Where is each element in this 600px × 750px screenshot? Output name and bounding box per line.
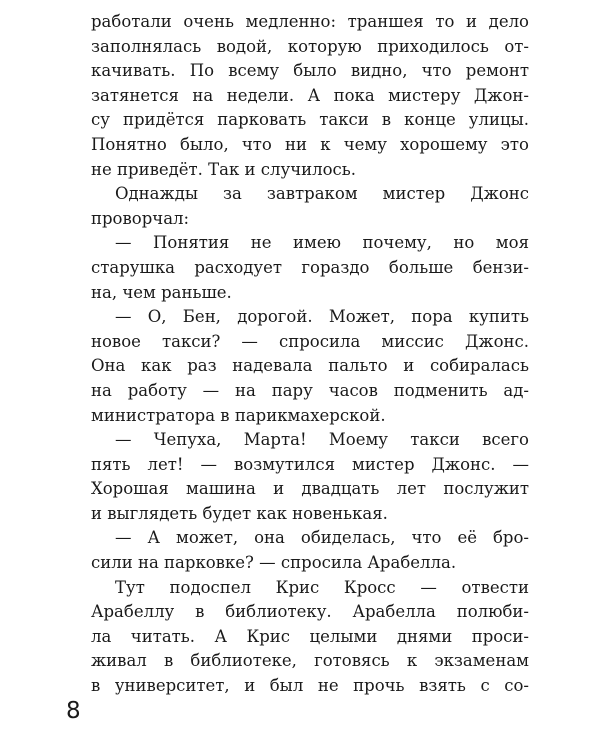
text-line: заполнялась водой, которую приходилось от- [91, 36, 529, 56]
text-line: новое такси? — спросила миссис Джонс. [91, 331, 529, 351]
text-line: Понятно было, что ни к чему хорошему это [91, 134, 529, 154]
text-line: — А может, она обиделась, что её бро- [115, 528, 529, 548]
text-line: Она как раз надевала пальто и собиралась [91, 356, 529, 376]
text-line: Хорошая машина и двадцать лет послужит [91, 479, 529, 499]
text-line: Тут подоспел Крис Кросс — отвести [115, 577, 529, 597]
text-line: на работу — на пару часов подменить ад- [91, 380, 529, 400]
text-line: су придётся парковать такси в конце улицы. [91, 110, 529, 130]
text-line: сили на парковке? — спросила Арабелла. [91, 553, 457, 573]
body-text [91, 10, 529, 699]
text-line: ла читать. А Крис целыми днями проси- [91, 626, 529, 646]
text-line: проворчал: [91, 208, 190, 228]
text-line: — Понятия не имею почему, но моя [115, 233, 529, 253]
text-line: Однажды за завтраком мистер Джонс [115, 184, 529, 204]
text-line: — Чепуха, Марта! Моему такси всего [115, 430, 529, 450]
text-line: в университет, и был не прочь взять с со- [91, 676, 529, 696]
text-line: на, чем раньше. [91, 282, 232, 302]
text-line: и выглядеть будет как новенькая. [91, 503, 388, 523]
page-number: 8 [66, 698, 81, 724]
text-line: пять лет! — возмутился мистер Джонс. — [91, 454, 529, 474]
text-line: работали очень медленно: траншея то и дело [91, 12, 529, 31]
text-line: качивать. По всему было видно, что ремонт [91, 61, 529, 81]
text-line: министратора в парикмахерской. [91, 405, 386, 425]
text-line: затянется на недели. А пока мистеру Джон- [91, 85, 529, 105]
text-line: — О, Бен, дорогой. Может, пора купить [115, 307, 529, 327]
text-line: старушка расходует гораздо больше бензи- [91, 257, 529, 277]
text-line: живал в библиотеке, готовясь к экзаменам [91, 651, 529, 671]
text-line: Арабеллу в библиотеку. Арабелла полюби- [91, 602, 529, 622]
text-line: не приведёт. Так и случилось. [91, 159, 357, 179]
